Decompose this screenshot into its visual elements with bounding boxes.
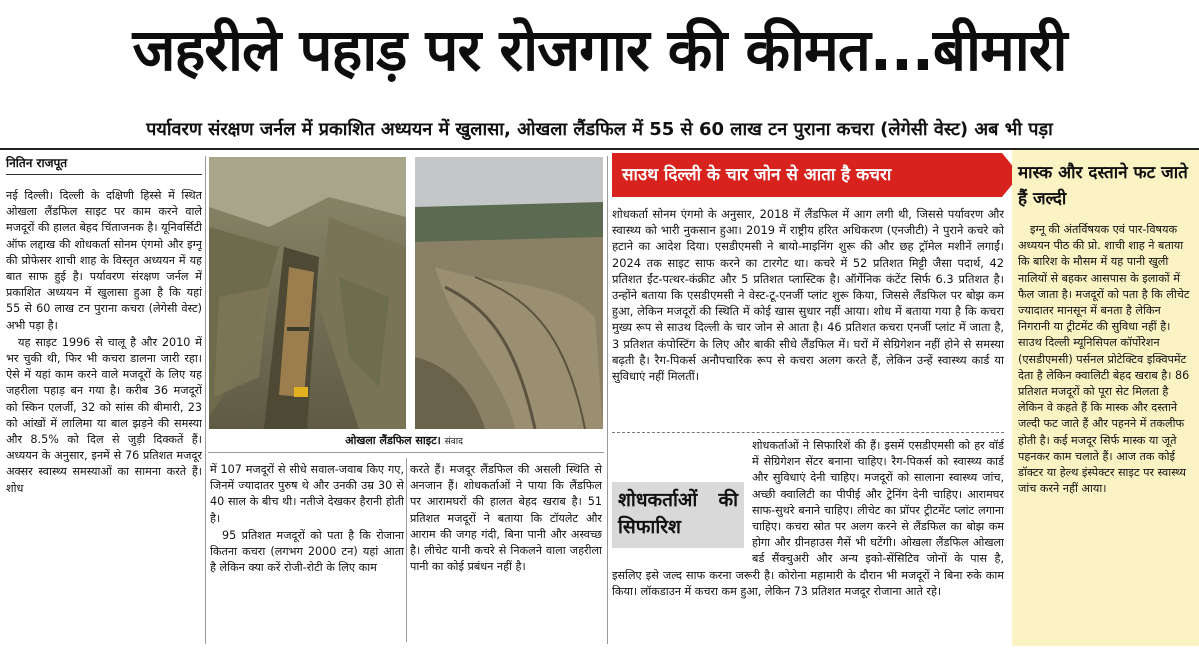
article-column-2 — [210, 462, 404, 638]
caption-rule — [208, 452, 604, 453]
recommendation-section — [612, 438, 1004, 648]
recommendation-title: शोधकर्ताओं की सिफारिश — [612, 482, 744, 548]
article-column-1 — [6, 188, 202, 640]
sidebar-title: मास्क और दस्ताने फट जाते हैं जल्दी — [1018, 163, 1188, 209]
column-divider — [406, 458, 407, 642]
byline: नितिन राजपूत — [6, 156, 68, 170]
col2-paragraph-1: में 107 मजदूरों से सीधे सवाल-जवाब किए गए, जिनमें ज्यादातर पुरुष थे और उनकी उम्र 30 से 40 साल के बीच थी। नतीजे देखकर हैरानी होती है। — [210, 463, 404, 525]
landfill-photo-left — [209, 157, 406, 429]
zone-box-text: शोधकर्ता सोनम एंगमो के अनुसार, 2018 में लैंडफिल में आग लगी थी, जिससे पर्यावरण और स्वास्थ्य को भारी नुकसान हुआ। 2019 में राष्ट्रीय हरित अधिकरण (एनजीटी) ने पुराने कचरे को हटाने का आदेश दिया। एसडीएमसी ने बायो-माइनिंग शुरू की और छह ट्रॉमेल मशीनें लगाईं। 2024 तक साइट साफ करने का टारगेट था। कचरे में 52 प्रतिशत मिट्टी जैसा पदार्थ, 42 प्रतिशत ईंट-पत्थर-कंक्रीट और 5 प्रतिशत प्लास्टिक है। ऑर्गेनिक कंटेंट सिर्फ 6.3 प्रतिशत है। उन्होंने बताया कि एसडीएमसी ने वेस्ट-टू-एनर्जी प्लांट शुरू किया, जिससे लैंडफिल पर बोझ कम हुआ, लेकिन मजदूरों की स्थिति में कोई खास सुधार नहीं आया। शोध में बताया गया है कि कचरा मुख्य रूप से साउथ दिल्ली के चार जोन से आता है। 46 प्रतिशत कचरा एनर्जी प्लांट में जाता है, 3 प्रतिशत कंपोस्टिंग के लिए और बाकी सीधे लैंडफिल में। घरों में सेग्रिगेशन नहीं होने से समस्या बढ़ती है। रैग-पिकर्स अनौपचारिक रूप से कचरा अलग करते हैं, लेकिन उन्हें स्वास्थ्य कार्ड या सुविधाएं नहीं मिलतीं। — [612, 207, 1004, 384]
sidebar-text: इग्नू की अंतर्विषयक एवं पार-विषयक अध्ययन पीठ की प्रो. शाची शाह ने बताया कि बारिश के मौसम में यह पानी खुली नालियों से बहकर आसपास के इलाकों में फैल जाता है। मजदूरों को पता है कि लीचेट ज्यादातर मानसून में बनता है लेकिन निगरानी या ट्रीटमेंट की सुविधा नहीं है। साउथ दिल्ली म्यूनिसिपल कॉर्पोरेशन (एसडीएमसी) पर्सनल प्रोटेक्टिव इक्विपमेंट देता है लेकिन क्वालिटी बेहद खराब है। 86 प्रतिशत मजदूरों को पूरा सेट मिलता है लेकिन वे कहते हैं कि मास्क और दस्ताने जल्दी फट जाते हैं और पहनने में तकलीफ होती है। कई मजदूर सिर्फ मास्क या जूते पहनकर काम चलाते हैं। आज तक कोई डॉक्टर या हेल्थ इंस्पेक्टर साइट पर स्वास्थ्य जांच करने नहीं आया। — [1018, 223, 1190, 496]
sidebar-text-block — [1018, 222, 1194, 642]
col1-paragraph-1: नई दिल्ली। दिल्ली के दक्षिणी हिस्से में स्थित ओखला लैंडफिल साइट पर काम करने वाले मजदूरों की हालत बेहद चिंताजनक है। यूनिवर्सिटी ऑफ लद्दाख की शोधकर्ता सोनम एंगमो और इग्नू की प्रोफेसर शाची शाह के विस्तृत अध्ययन में यह बात साफ हुई है। पर्यावरण संरक्षण जर्नल में प्रकाशित अध्ययन में खुलासा हुआ है कि यहां 55 से 60 लाख टन पुराना कचरा (लेगेसी वेस्ट) अभी पड़ा है। — [6, 189, 202, 332]
zone-box-title: साउथ दिल्ली के चार जोन से आता है कचरा — [612, 153, 1002, 197]
recommendation-text: शोधकर्ताओं ने सिफारिशें की हैं। इसमें एसडीएमसी को हर वॉर्ड में सेग्रिगेशन सेंटर बनाना चाहिए। रैग-पिकर्स को स्वास्थ्य कार्ड और सुविधाएं देनी चाहिए। मजदूरों को सालाना स्वास्थ्य जांच, अच्छी क्वालिटी का पीपीई और ट्रेनिंग देनी चाहिए। आरामघर साफ-सुथरे बनाने चाहिए। लीचेट का प्रॉपर ट्रीटमेंट प्लांट लगाना चाहिए। कचरा स्रोत पर अलग करने से लैंडफिल का बोझ कम होगा और ग्रीनहाउस गैसें भी घटेंगी। ओखला लैंडफिल ओखला बर्ड सैंक्चुअरी और अन्य इको-सेंसिटिव जोनों के पास है, इसलिए इसे जल्द साफ करना जरूरी है। कोरोना महामारी के दौरान भी मजदूरों ने बिना रुके काम किया। लॉकडाउन में कचरा कम हुआ, लेकिन 73 प्रतिशत मजदूर रोजाना आते रहे। — [612, 439, 1004, 598]
subheadline: पर्यावरण संरक्षण जर्नल में प्रकाशित अध्ययन में खुलासा, ओखला लैंडफिल में 55 से 60 लाख टन पुराना कचरा (लेगेसी वेस्ट) अब भी पड़ा — [146, 119, 1053, 140]
article-column-3 — [410, 462, 602, 638]
photo-caption — [208, 432, 600, 450]
column-divider — [607, 156, 608, 644]
col1-paragraph-2: यह साइट 1996 से चालू है और 2010 में भर चुकी थी, फिर भी कचरा डालना जारी रहा। ऐसे में यहां काम करने वाले मजदूरों के लिए यह जहरीला पहाड़ बन गया है। करीब 36 मजदूरों को स्किन एलर्जी, 32 को सांस की बीमारी, 23 को आंखों में लालिमा या बाल झड़ने की समस्या और 8.5% को दिल से जुड़ी दिक्कतें हैं। अध्ययन के अनुसार, इनमें से 76 प्रतिशत मजदूर अक्सर स्वास्थ्य समस्याओं का सामना करते हैं। शोध — [6, 335, 202, 495]
column-divider — [205, 156, 206, 644]
byline-rule — [6, 174, 202, 175]
photo-credit: संवाद — [444, 437, 463, 447]
landfill-photo-right — [415, 157, 603, 429]
section-divider — [612, 432, 1004, 433]
col2-paragraph-2: 95 प्रतिशत मजदूरों को पता है कि रोजाना कितना कचरा (लगभग 2000 टन) यहां आता है लेकिन क्या करें रोजी-रोटी के लिए काम — [210, 528, 404, 575]
headline: जहरीले पहाड़ पर रोजगार की कीमत...बीमारी — [132, 16, 1067, 84]
col3-paragraph-1: करते हैं। मजदूर लैंडफिल की असली स्थिति से अनजान हैं। शोधकर्ताओं ने पाया कि लैंडफिल पर आरामघरों की हालत बेहद खराब है। 51 प्रतिशत मजदूरों ने बताया कि टॉयलेट और आराम की जगह गंदी, बिना पानी और अस्वच्छ है। लीचेट यानी कचरे से निकलने वाला जहरीला पानी का कोई प्रबंधन नहीं है। — [410, 463, 602, 574]
photo-caption-text: ओखला लैंडफिल साइट। — [345, 434, 441, 447]
zone-box-text-block — [612, 206, 1004, 432]
